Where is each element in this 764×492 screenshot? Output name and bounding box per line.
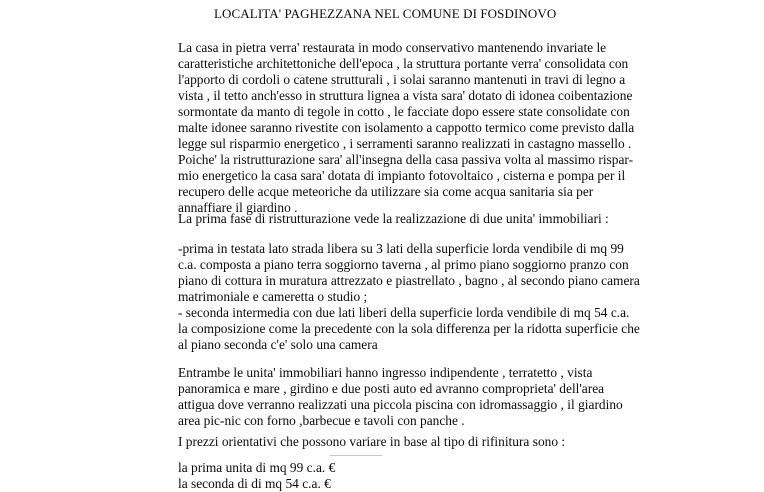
paragraph-line: l'apporto di cordoli o catene strutturali , i solai saranno mantenuti in travi di legno a <box>178 72 626 87</box>
paragraph-line: legge sul risparmio energetico , i serramenti saranno realizzati in castagno massello . <box>178 136 632 151</box>
paragraph-line: la composizione come la precedente con la sola differenza per la ridotta superficie che <box>178 321 640 336</box>
paragraph-line: Entrambe le unita' immobiliari hanno ingresso indipendente , terratetto , vista <box>178 365 593 380</box>
paragraph-line: area pic-nic con forno ,barbecue e tavoli con panche . <box>178 413 465 428</box>
document-title: LOCALITA' PAGHEZZANA NEL COMUNE DI FOSDINOVO <box>214 6 557 21</box>
paragraph-line: recupero delle acque meteoriche da utilizzare sia come acqua sanitaria sia per <box>178 184 594 199</box>
scan-artifact-line <box>330 455 382 456</box>
paragraph-line: matrimoniale e cameretta o studio ; <box>178 289 368 304</box>
price-line: la seconda di di mq 54 c.a. € <box>178 476 331 491</box>
paragraph-line: Poiche' la ristrutturazione sara' all'insegna della casa passiva volta al massimo rispar- <box>178 152 634 167</box>
paragraph-line: malte idonee saranno rivestite con isolamento a cappotto termico come previsto dalla <box>178 120 635 135</box>
paragraph-line: sormontate da manto di tegole in cotto , le facciate dopo essere state consolidate con <box>178 104 630 119</box>
paragraph-line: attigua dove verranno realizzati una piccola piscina con idromassaggio , il giardino <box>178 397 623 412</box>
paragraph-line: La prima fase di ristrutturazione vede la realizzazione di due unita' immobiliari : <box>178 211 609 226</box>
paragraph-line: caratteristiche architettoniche dell'epoca , la struttura portante verra' consolidata con <box>178 56 629 71</box>
paragraph-line: -prima in testata lato strada libera su 3 lati della superficie lorda vendibile di mq 99 <box>178 241 624 256</box>
paragraph-line: La casa in pietra verra' restaurata in modo conservativo mantenendo invariate le <box>178 40 607 55</box>
paragraph-line: c.a. composta a piano terra soggiorno taverna , al primo piano soggiorno pranzo con <box>178 257 629 272</box>
price-line: la prima unita di mq 99 c.a. € <box>178 460 336 475</box>
paragraph-line: al piano seconda c'e' solo una camera <box>178 337 378 352</box>
paragraph-line: annaffiare il giardino . <box>178 200 298 215</box>
paragraph-line: I prezzi orientativi che possono variare in base al tipo di rifinitura sono : <box>178 434 566 449</box>
paragraph-line: - seconda intermedia con due lati liberi della superficie lorda vendibile di mq 54 c.a. <box>178 305 630 320</box>
paragraph-line: mio energetico la casa sara' dotata di impianto fotovoltaico , cisterna e pompa per il <box>178 168 626 183</box>
paragraph-line: vista , il tetto anch'esso in struttura lignea a vista sara' dotato di idonea coibentazione <box>178 88 633 103</box>
paragraph-line: panoramica e mare , girdino e due posti auto ed avranno comproprieta' dell'area <box>178 381 605 396</box>
paragraph-line: piano di cottura in muratura attrezzato e piastrellato , bagno , al secondo piano camera <box>178 273 640 288</box>
